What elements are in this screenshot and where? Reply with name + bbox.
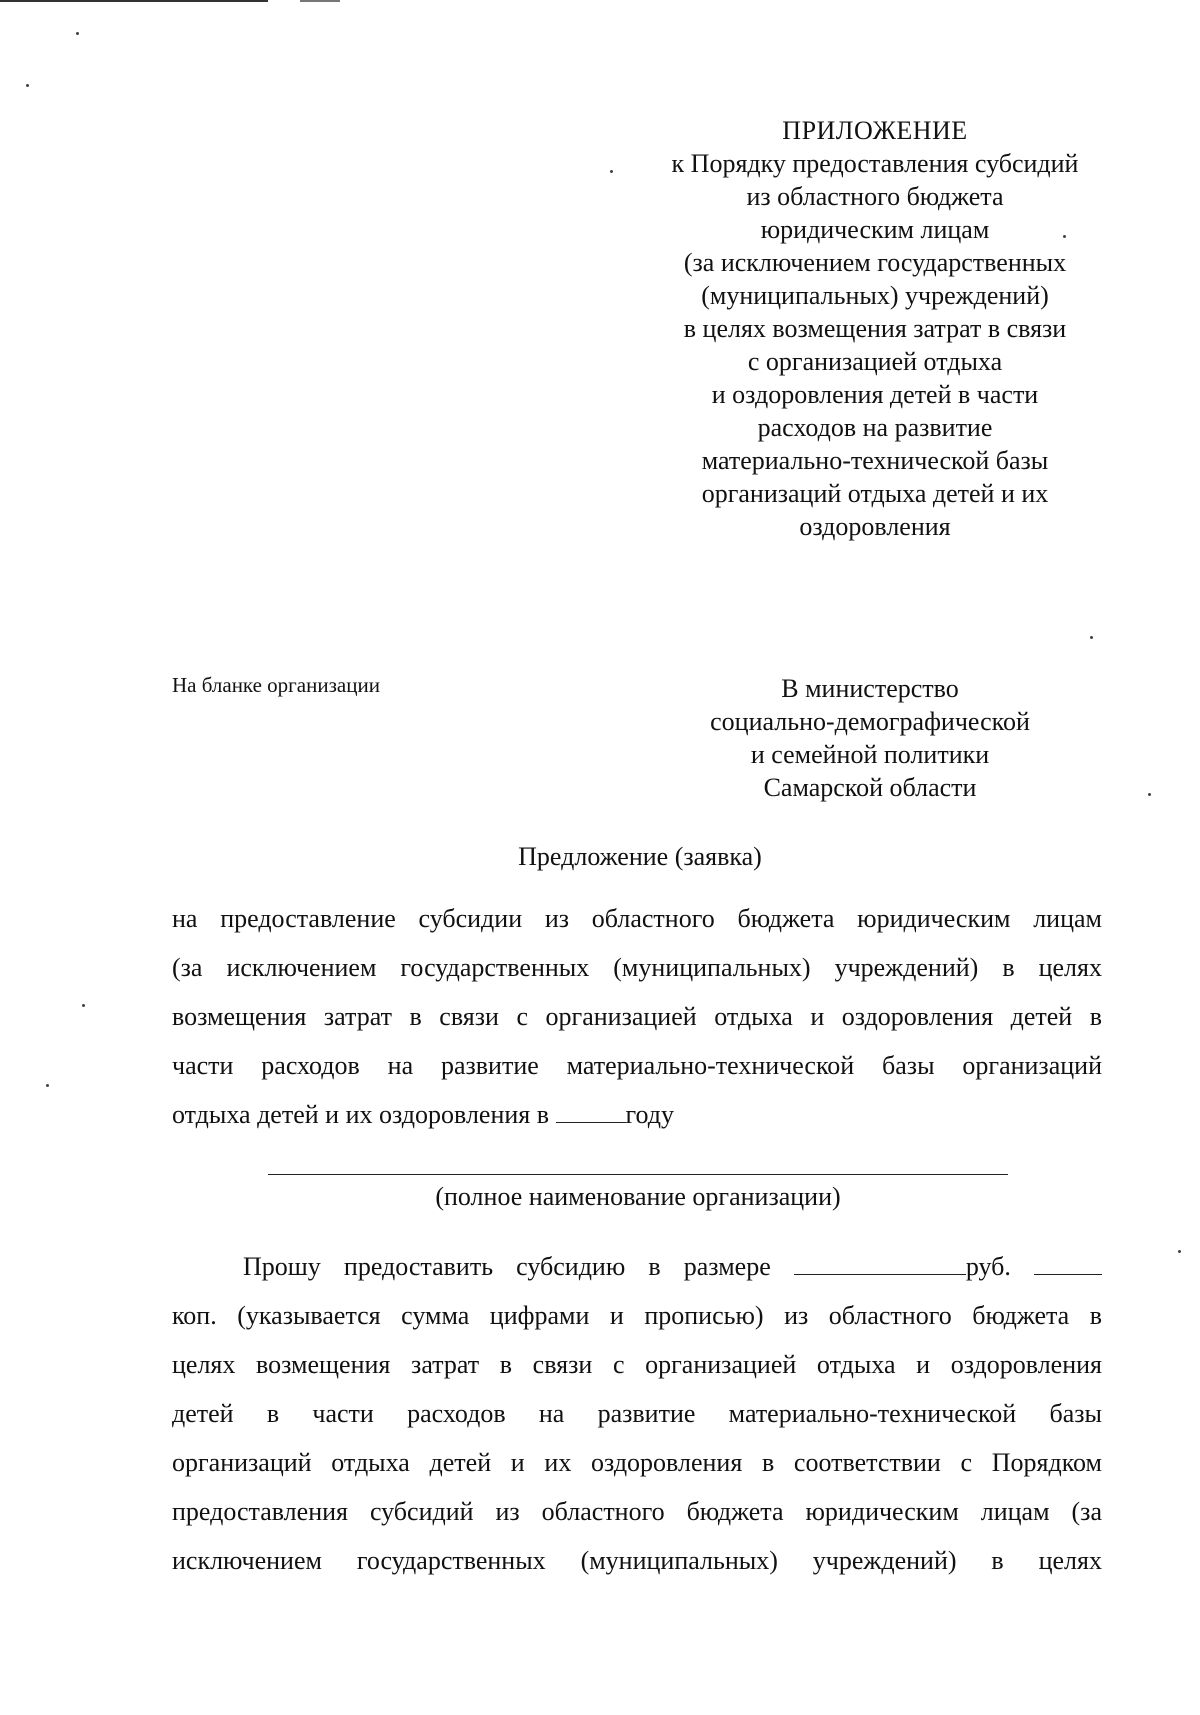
appendix-line: организаций отдыха детей и их — [701, 479, 1049, 508]
request-subject-paragraph — [172, 894, 1102, 1139]
paragraph-line: (за исключением государственных (муниципальных) учреждений) в целях — [172, 953, 1102, 982]
top-edge-rule — [0, 0, 268, 2]
amount-prefix: Прошу предоставить субсидию в размере — [243, 1252, 771, 1281]
appendix-line: (муниципальных) учреждений) — [701, 281, 1049, 310]
organization-name-blank-line[interactable] — [268, 1174, 1008, 1175]
appendix-line: в целях возмещения затрат в связи — [683, 314, 1067, 343]
addressee-line: В министерство — [781, 674, 959, 703]
appendix-heading: ПРИЛОЖЕНИЕ — [782, 116, 968, 145]
year-prefix: отдыха детей и их оздоровления в — [172, 1100, 550, 1129]
paragraph-line: детей в части расходов на развитие материально-технической базы — [172, 1399, 1102, 1428]
addressee-line: и семейной политики — [750, 740, 990, 769]
paragraph-line: коп. (указывается сумма цифрами и прописью) из областного бюджета в — [172, 1301, 1102, 1330]
scan-speck — [1090, 636, 1093, 639]
rubles-blank-field[interactable] — [794, 1252, 966, 1275]
scan-speck — [1178, 1250, 1181, 1253]
top-edge-rule-fragment — [300, 0, 340, 2]
scan-speck — [46, 1084, 49, 1087]
rubles-label: руб. — [965, 1252, 1011, 1281]
year-suffix: году — [625, 1100, 675, 1129]
paragraph-line: части расходов на развитие материально-технической базы организаций — [172, 1051, 1102, 1080]
paragraph-line: предоставления субсидий из областного бюджета юридическим лицам (за — [172, 1497, 1102, 1526]
subsidy-request-paragraph — [172, 1242, 1102, 1585]
paragraph-first-line — [172, 1242, 1102, 1291]
year-blank-field[interactable] — [556, 1100, 626, 1123]
addressee-line: Самарской области — [763, 773, 977, 802]
scan-speck — [82, 1004, 85, 1007]
paragraph-line: исключением государственных (муниципальных) учреждений) в целях — [172, 1546, 1102, 1575]
paragraph-last-line — [172, 1090, 1102, 1139]
appendix-line: оздоровления — [799, 512, 951, 541]
appendix-line: из областного бюджета — [746, 182, 1004, 211]
paragraph-line: целях возмещения затрат в связи с организацией отдыха и оздоровления — [172, 1350, 1102, 1379]
appendix-line: (за исключением государственных — [683, 248, 1067, 277]
appendix-line: с организацией отдыха — [747, 347, 1003, 376]
appendix-line: юридическим лицам — [760, 215, 990, 244]
scan-speck — [26, 84, 29, 87]
appendix-line: расходов на развитие — [757, 413, 993, 442]
appendix-block — [630, 114, 1120, 543]
kopecks-blank-field[interactable] — [1034, 1252, 1102, 1275]
scan-speck — [76, 32, 79, 35]
document-title: Предложение (заявка) — [518, 842, 762, 871]
paragraph-line: на предоставление субсидии из областного бюджета юридическим лицам — [172, 904, 1102, 933]
appendix-line: и оздоровления детей в части — [711, 380, 1039, 409]
letterhead-note: На бланке организации — [172, 673, 380, 697]
paragraph-line: возмещения затрат в связи с организацией отдыха и оздоровления детей в — [172, 1002, 1102, 1031]
scan-speck — [1148, 793, 1151, 796]
appendix-line: к Порядку предоставления субсидий — [671, 149, 1079, 178]
scan-speck — [1063, 235, 1066, 238]
paragraph-line: организаций отдыха детей и их оздоровления в соответствии с Порядком — [172, 1448, 1102, 1477]
organization-name-caption: (полное наименование организации) — [435, 1182, 841, 1211]
appendix-line: материально-технической базы — [701, 446, 1049, 475]
addressee-line: социально-демографической — [710, 707, 1030, 736]
addressee-block — [670, 672, 1070, 804]
scan-speck — [610, 170, 613, 173]
